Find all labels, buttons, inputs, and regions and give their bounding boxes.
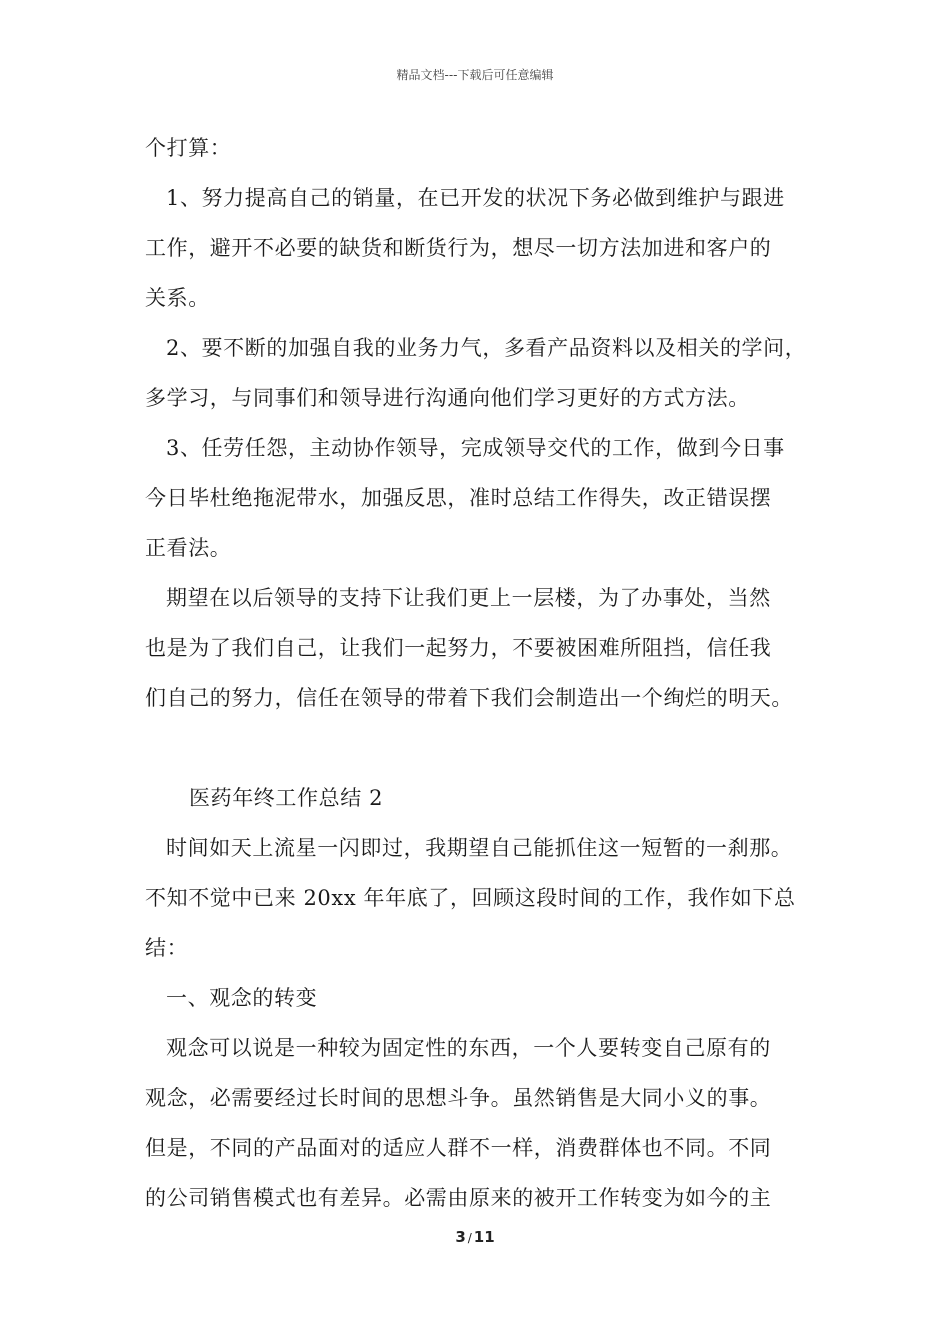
page-header: 精品文档---下载后可任意编辑 <box>396 68 554 82</box>
page-number <box>0 1228 950 1246</box>
text-line: 不知不觉中已来 20xx 年年底了，回顾这段时间的工作，我作如下总 <box>145 886 796 910</box>
text-line: 关系。 <box>145 286 210 310</box>
list-item-3: 3、任劳任怨，主动协作领导，完成领导交代的工作，做到今日事 <box>166 436 785 460</box>
text-line: 今日毕杜绝拖泥带水，加强反思，准时总结工作得失，改正错误摆 <box>145 486 772 510</box>
subsection-heading: 一、观念的转变 <box>166 986 318 1010</box>
text-line: 结： <box>145 936 189 960</box>
text-line: 的公司销售模式也有差异。必需由原来的被开工作转变为如今的主 <box>145 1186 772 1210</box>
paragraph-start: 观念可以说是一种较为固定性的东西，一个人要转变自己原有的 <box>166 1036 771 1060</box>
text-line: 观念，必需要经过长时间的思想斗争。虽然销售是大同小义的事。 <box>145 1086 772 1110</box>
text-line: 也是为了我们自己，让我们一起努力，不要被困难所阻挡，信任我 <box>145 636 772 660</box>
text-line: 正看法。 <box>145 536 232 560</box>
current-page: 3 <box>455 1228 466 1246</box>
total-pages: 11 <box>473 1228 495 1246</box>
paragraph-start: 期望在以后领导的支持下让我们更上一层楼，为了办事处，当然 <box>166 586 771 610</box>
paragraph-start: 时间如天上流星一闪即过，我期望自己能抓住这一短暂的一刹那。 <box>166 836 793 860</box>
blank-line <box>145 728 815 778</box>
text-line: 多学习，与同事们和领导进行沟通向他们学习更好的方式方法。 <box>145 386 750 410</box>
text-line: 们自己的努力，信任在领导的带着下我们会制造出一个绚烂的明天。 <box>145 686 793 710</box>
text-line: 工作，避开不必要的缺货和断货行为，想尽一切方法加进和客户的 <box>145 236 772 260</box>
page-separator: / <box>467 1231 472 1245</box>
list-item-2: 2、要不断的加强自我的业务力气，多看产品资料以及相关的学问， <box>166 336 807 360</box>
section-title: 医药年终工作总结 2 <box>189 786 384 810</box>
text-line: 个打算： <box>145 136 232 160</box>
document-body <box>145 128 815 1228</box>
list-item-1: 1、努力提高自己的销量，在已开发的状况下务必做到维护与跟进 <box>166 186 785 210</box>
text-line: 但是，不同的产品面对的适应人群不一样，消费群体也不同。不同 <box>145 1136 772 1160</box>
